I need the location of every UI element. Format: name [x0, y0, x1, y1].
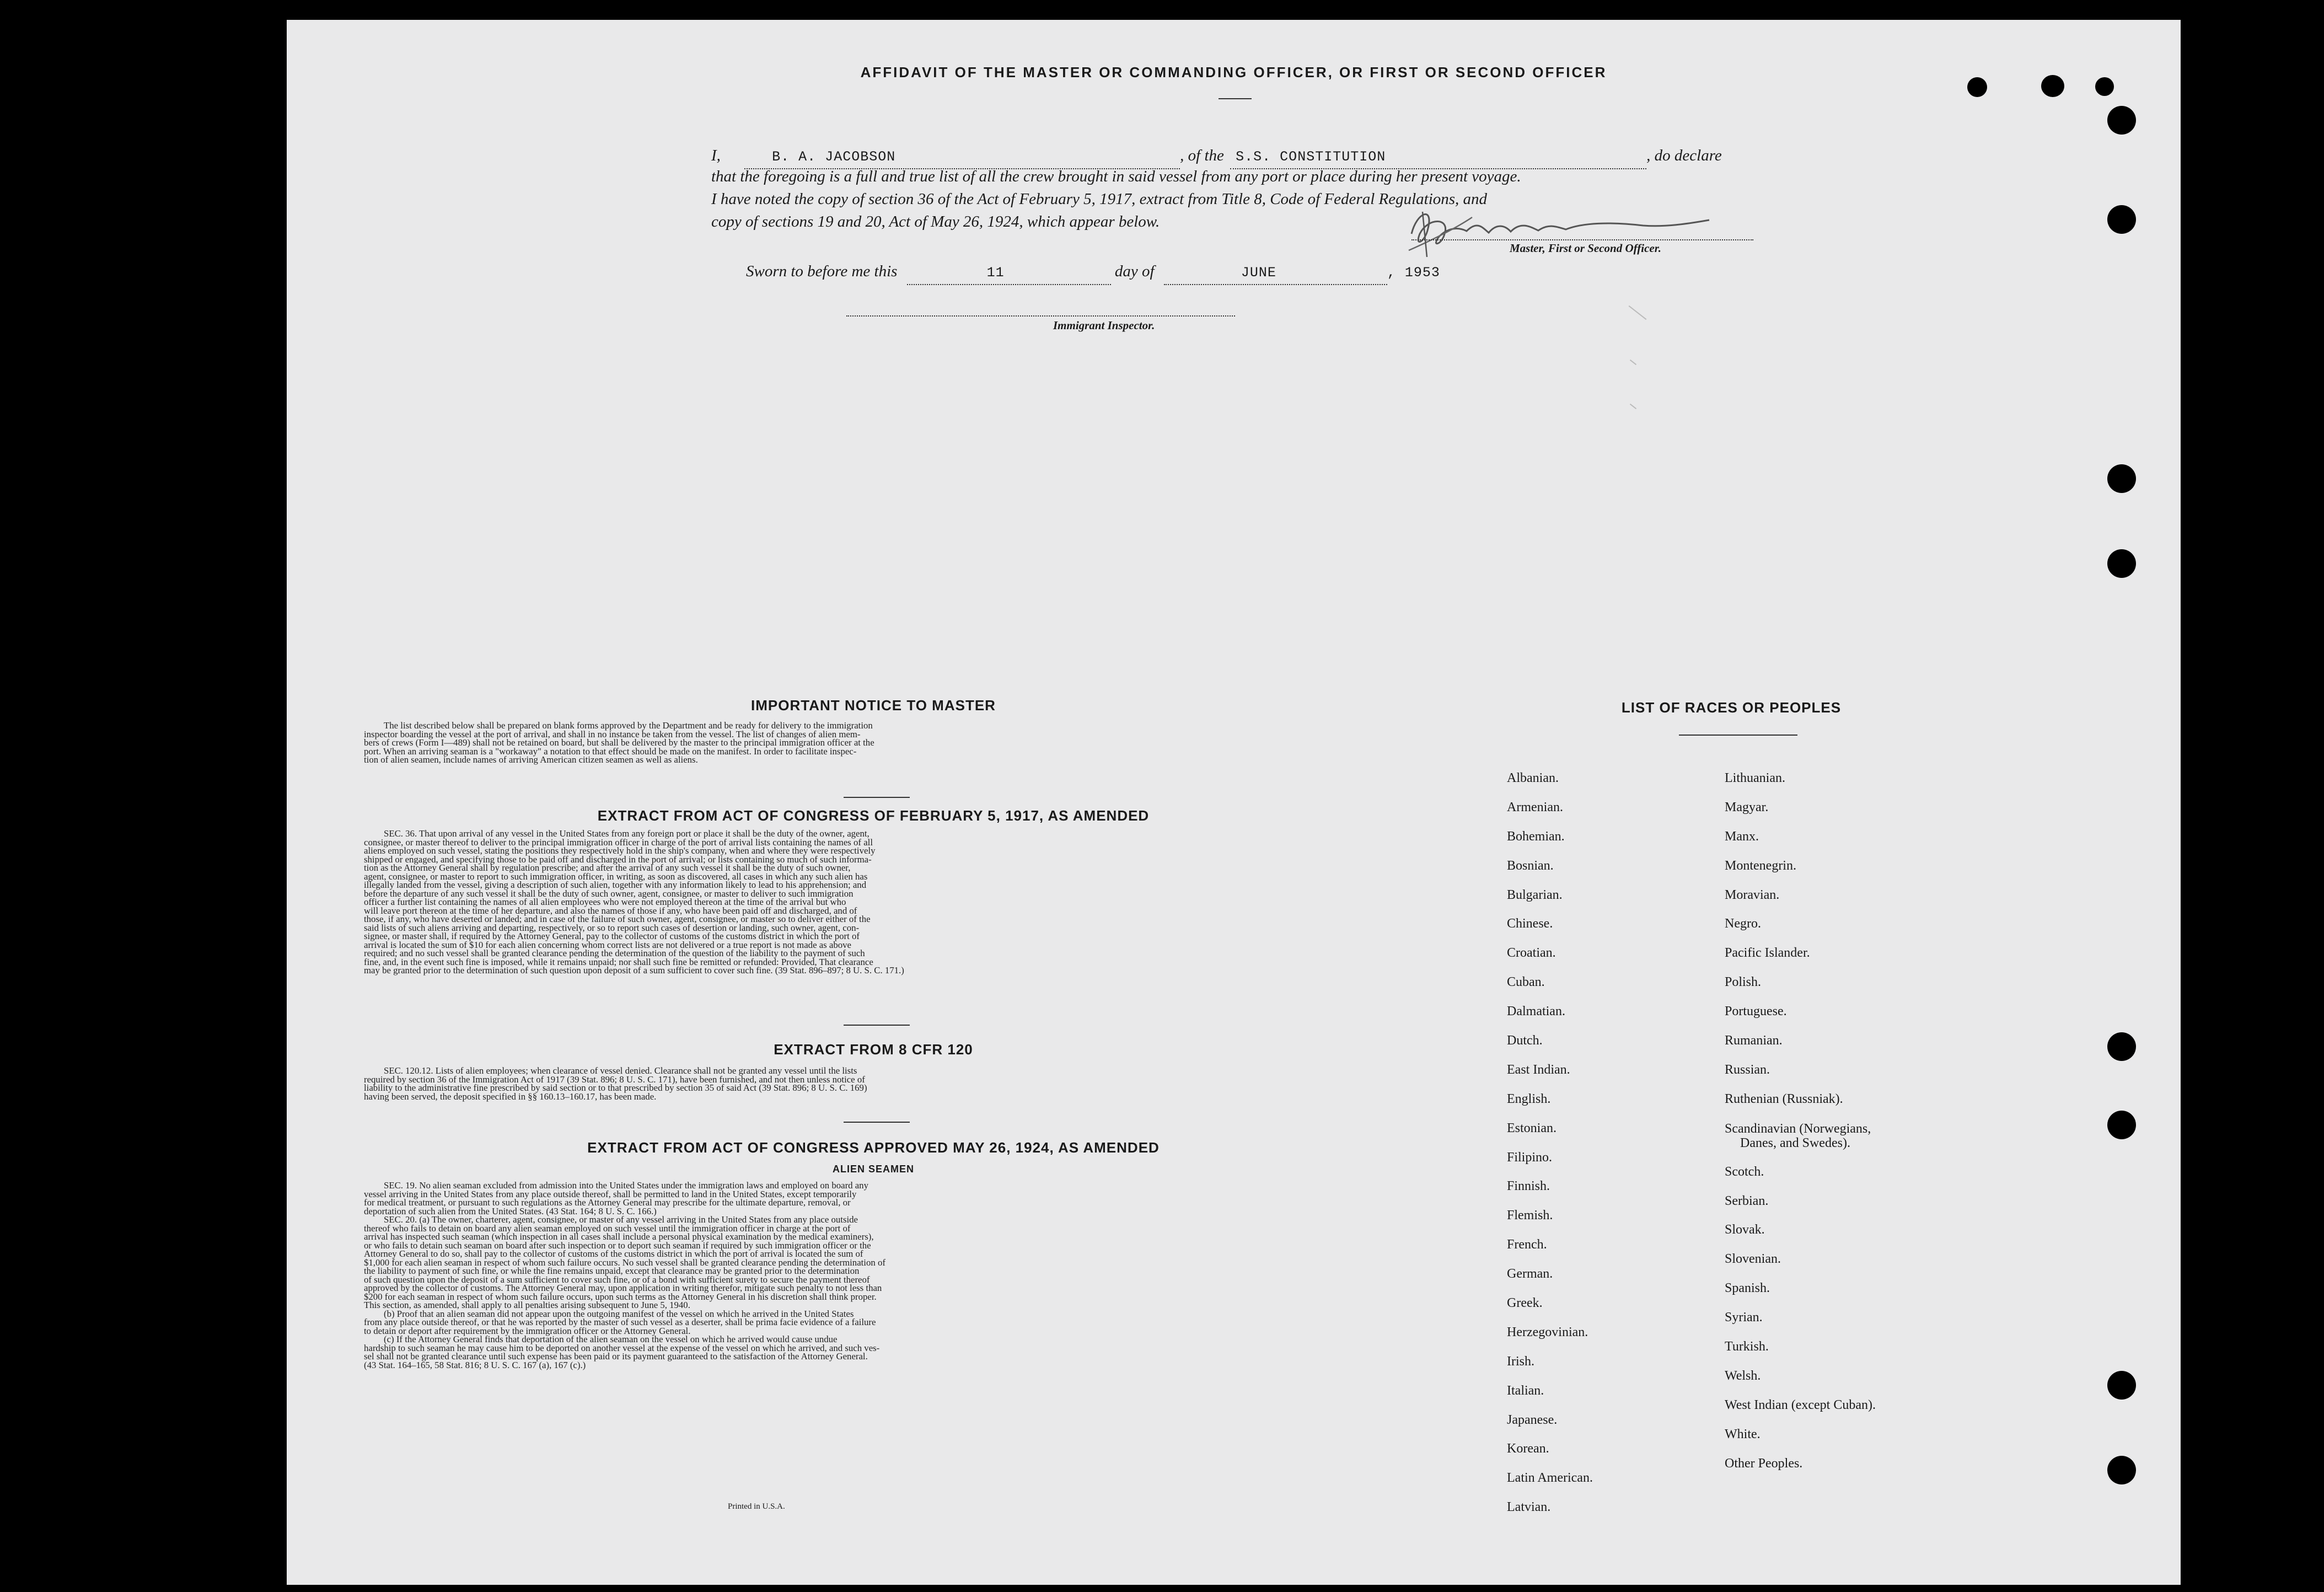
race-item: French. — [1507, 1237, 1547, 1252]
race-item: Korean. — [1507, 1441, 1549, 1456]
race-item: Finnish. — [1507, 1179, 1550, 1194]
race-item: Manx. — [1725, 829, 1759, 844]
punch-hole — [2095, 77, 2114, 96]
race-item: Chinese. — [1507, 916, 1553, 931]
race-item: Magyar. — [1725, 800, 1769, 814]
punch-hole — [2107, 106, 2136, 135]
punch-hole — [2107, 464, 2136, 493]
divider — [1679, 735, 1797, 736]
faint-mark — [1630, 360, 1636, 365]
race-item: Bosnian. — [1507, 858, 1554, 873]
punch-hole — [2107, 1032, 2136, 1061]
race-item: Scotch. — [1725, 1164, 1764, 1179]
race-item: Bohemian. — [1507, 829, 1565, 844]
punch-hole — [2107, 205, 2136, 234]
race-item: Spanish. — [1725, 1281, 1770, 1296]
race-item: Cuban. — [1507, 975, 1545, 990]
race-item: East Indian. — [1507, 1062, 1570, 1077]
race-item: Herzegovinian. — [1507, 1325, 1588, 1339]
affidavit-body: that the foregoing is a full and true list of all the crew brought in said vessel from any port or place during her present voyage. I have noted the copy of section 36 of the Act of February 5, 1917, extract from Title 8, Code of Federal Regulations, and copy of sections 19 and 20, Act of May 26, 1924, which appear below. — [711, 168, 1521, 231]
race-item: Filipino. — [1507, 1150, 1553, 1165]
punch-hole — [2041, 75, 2064, 97]
race-item: Irish. — [1507, 1354, 1534, 1369]
divider — [844, 1122, 910, 1123]
race-item: Albanian. — [1507, 771, 1559, 785]
races-right-column — [1725, 764, 2011, 1478]
race-item: Dalmatian. — [1507, 1004, 1565, 1019]
race-item: Portuguese. — [1725, 1004, 1787, 1019]
printed-in-usa: Printed in U.S.A. — [728, 1502, 785, 1511]
race-item: Pacific Islander. — [1725, 946, 1810, 961]
document-page — [287, 20, 2181, 1585]
race-item-scandinavian: Scandinavian (Norwegians, Danes, and Swedes). — [1725, 1121, 1871, 1150]
extract-1917-title: EXTRACT FROM ACT OF CONGRESS OF FEBRUARY 5, 1917, AS AMENDED — [597, 807, 1150, 824]
race-item: Russian. — [1725, 1062, 1770, 1077]
race-item: Moravian. — [1725, 887, 1780, 902]
race-item: Croatian. — [1507, 946, 1556, 961]
signature-line — [1411, 239, 1753, 240]
signer-label: Master, First or Second Officer. — [1510, 242, 1661, 255]
title-underline — [1219, 98, 1252, 99]
punch-hole — [2107, 549, 2136, 578]
race-item: Slovenian. — [1725, 1252, 1781, 1267]
race-item: Syrian. — [1725, 1310, 1763, 1325]
race-item: Montenegrin. — [1725, 858, 1796, 873]
notice-text: The list described below shall be prepared on blank forms approved by the Department and be ready for delivery to the immigration inspector boarding the vessel at the port of arrival, and shall in no instance be taken from the vessel. The list of changes of alien mem- bers of crews (Form I—489) shall not be retained on board, but shall be delivered by the master to the principal immigration officer at the port. When an arriving seaman is a "workaway" a notation to that effect should be made on the manifest. In order to facilitate inspec- tion of alien seamen, include names of arriving American citizen seamen as well as aliens. — [364, 720, 874, 765]
race-item: Japanese. — [1507, 1412, 1558, 1427]
extract-1924-text: SEC. 19. No alien seaman excluded from admission into the United States under the immigration laws and employed on board any vessel arriving in the United States from any place outside thereof, shall be permitted to land in the United States, except temporarily for medical treatment, or pursuant to such regulations as the Attorney General may prescribe for the ultimate departure, removal, or deportation of such alien from the United States. (43 Stat. 164; 8 U. S. C. 166.) SEC. 20. (a) The owner, charterer, agent, consignee, or master of any vessel arriving in the United States from any place outside thereof who fails to detain on board any alien seaman employed on such vessel until the immigration officer in charge at the port of arrival has inspected such seaman (which inspection in all cases shall include a personal physical examination by the medical examiners), or who fails to detain such seaman on board after such inspection or to deport such seaman if required by such immigration officer or the Attorney General to do so, shall pay to the collector of customs of the customs district in which the port of arrival is located the sum of $1,000 for each alien seaman in respect of whom such failure occurs. No such vessel shall be granted clearance pending the determination of the liability to payment of such fine, or while the fine remains unpaid, except that clearance may be granted prior to the determination of such question upon the deposit of a sum sufficient to cover such fine, or of a bond with sufficient surety to secure the payment thereof approved by the collector of customs. The Attorney General may, upon application in writing therefor, mitigate such penalty to not less than $200 for each seaman in respect of whom such failure occurs, upon such terms as the Attorney General in his discretion shall think proper. This section, as amended, shall apply to all penalties arising subsequent to June 5, 1940. (b) Proof that an alien seaman did not appear upon the outgoing manifest of the vessel on which he arrived in the United States from any place outside thereof, or that he was reported by the master of such vessel as a deserter, shall be prima facie evidence of a failure to detain or deport after requirement by the immigration officer or the Attorney General. (c) If the Attorney General finds that deportation of the alien seaman on the vessel on which he arrived would cause undue hardship to such seaman he may cause him to be deported on another vessel at the expense of the vessel on which he arrived, and such ves- sel shall not be granted clearance until such expense has been paid or its payment guaranteed to the satisfaction of the Attorney General. (43 Stat. 164–165, 58 Stat. 816; 8 U. S. C. 167 (a), 167 (c).) — [364, 1180, 885, 1370]
punch-hole — [2107, 1371, 2136, 1400]
race-item: Italian. — [1507, 1383, 1544, 1398]
extract-cfr-text: SEC. 120.12. Lists of alien employees; when clearance of vessel denied. Clearance shall not be granted any vessel until the lists required by section 36 of the Immigration Act of 1917 (39 Stat. 896; 8 U. S. C. 171), have been furnished, and not then unless notice of liability to the administrative fine prescribed by said section or to that prescribed by section 35 of said Act (39 Stat. 896; 8 U. S. C. 169) having been served, the deposit specified in §§ 160.13–160.17, has been made. — [364, 1065, 867, 1102]
race-item: White. — [1725, 1427, 1761, 1441]
race-item: Serbian. — [1725, 1193, 1769, 1208]
inspector-label: Immigrant Inspector. — [1053, 319, 1155, 332]
race-item: Negro. — [1725, 916, 1761, 931]
races-left-column — [1507, 764, 1761, 1522]
affidavit-line-1: I, B. A. JACOBSON , of the S.S. CONSTITUTION , do declare — [711, 144, 2035, 169]
race-item: Latin American. — [1507, 1471, 1593, 1486]
races-title: LIST OF RACES OR PEOPLES — [1621, 699, 1842, 716]
notice-title: IMPORTANT NOTICE TO MASTER — [751, 697, 996, 714]
extract-1917-text: SEC. 36. That upon arrival of any vessel in the United States from any foreign port or place it shall be the duty of the owner, agent, consignee, or master thereof to deliver to the principal immigration officer in charge of the port of arrival lists containing the names of all aliens employed on such vessel, stating the positions they respectively hold in the ship's company, when and where they were respectively shipped or engaged, and specifying those to be paid off and discharged in the port of arrival; or lists containing so much of such informa- tion as the Attorney General shall by regulation prescribe; and after the arrival of any such vessel it shall be the duty of such owner, agent, consignee, or master to report to such immigration officer, in writing, as soon as discovered, all cases in which any such alien has illegally landed from the vessel, giving a description of such alien, together with any information likely to lead to his apprehension; and before the departure of any such vessel it shall be the duty of such owner, agent, consignee, or master to deliver to such immigration officer a further list containing the names of all alien employees who were not employed thereon at the time of the arrival but who will leave port thereon at the time of her departure, and also the names of those if any, who have been paid off and discharged, and of those, if any, who have deserted or landed; and in case of the failure of such owner, agent, consignee, or master so to deliver either of the said lists of such aliens arriving and departing, respectively, or so to report such cases of desertion or landing, such owner, agent, con- signee, or master shall, if required by the Attorney General, pay to the collector of customs of the customs district in which the port of arrival is located the sum of $10 for each alien concerning whom correct lists are not delivered or a true report is not made as above required; and no such vessel shall be granted clearance pending the determination of the question of the liability to the payment of such fine, and, in the event such fine is imposed, while it remains unpaid; nor shall such fine be remitted or refunded: Provided, That clearance may be granted prior to the determination of such question upon deposit of a sum sufficient to cover such fine. (39 Stat. 896–897; 8 U. S. C. 171.) — [364, 828, 904, 975]
race-item: Rumanian. — [1725, 1033, 1783, 1048]
race-item: Armenian. — [1507, 800, 1563, 814]
race-item: Ruthenian (Russniak). — [1725, 1091, 1843, 1106]
sworn-line: Sworn to before me this 11 day of JUNE , 1953 — [746, 260, 1794, 285]
race-item: Other Peoples. — [1725, 1456, 1803, 1471]
race-item: Estonian. — [1507, 1121, 1557, 1135]
divider — [844, 1025, 910, 1026]
vessel-name: S.S. CONSTITUTION — [1236, 149, 1386, 165]
race-item: Latvian. — [1507, 1500, 1551, 1515]
divider — [844, 797, 910, 798]
race-item: Polish. — [1725, 975, 1762, 990]
sworn-month: JUNE — [1241, 265, 1276, 281]
faint-mark — [1630, 404, 1636, 409]
faint-mark — [1629, 305, 1647, 320]
race-item: West Indian (except Cuban). — [1725, 1397, 1876, 1412]
race-item: Flemish. — [1507, 1208, 1553, 1223]
affidavit-title: AFFIDAVIT OF THE MASTER OR COMMANDING OFFICER, OR FIRST OR SECOND OFFICER — [860, 64, 1607, 81]
race-item: Lithuanian. — [1725, 771, 1785, 785]
punch-hole — [2107, 1111, 2136, 1139]
extract-1924-title: EXTRACT FROM ACT OF CONGRESS APPROVED MAY 26, 1924, AS AMENDED — [587, 1139, 1160, 1156]
race-item: German. — [1507, 1267, 1553, 1282]
alien-seamen-subtitle: ALIEN SEAMEN — [832, 1164, 914, 1175]
sworn-year: , 1953 — [1387, 265, 1440, 281]
race-item: English. — [1507, 1091, 1551, 1106]
extract-cfr-title: EXTRACT FROM 8 CFR 120 — [774, 1041, 973, 1058]
master-name: B. A. JACOBSON — [772, 149, 896, 165]
race-item: Bulgarian. — [1507, 887, 1563, 902]
race-item: Welsh. — [1725, 1368, 1761, 1383]
inspector-line — [846, 315, 1235, 317]
race-item: Dutch. — [1507, 1033, 1543, 1048]
race-item: Slovak. — [1725, 1223, 1765, 1237]
race-item: Greek. — [1507, 1296, 1543, 1311]
race-item: Turkish. — [1725, 1339, 1769, 1354]
punch-hole — [2107, 1456, 2136, 1484]
punch-hole — [1967, 77, 1987, 97]
sworn-day: 11 — [986, 265, 1005, 281]
